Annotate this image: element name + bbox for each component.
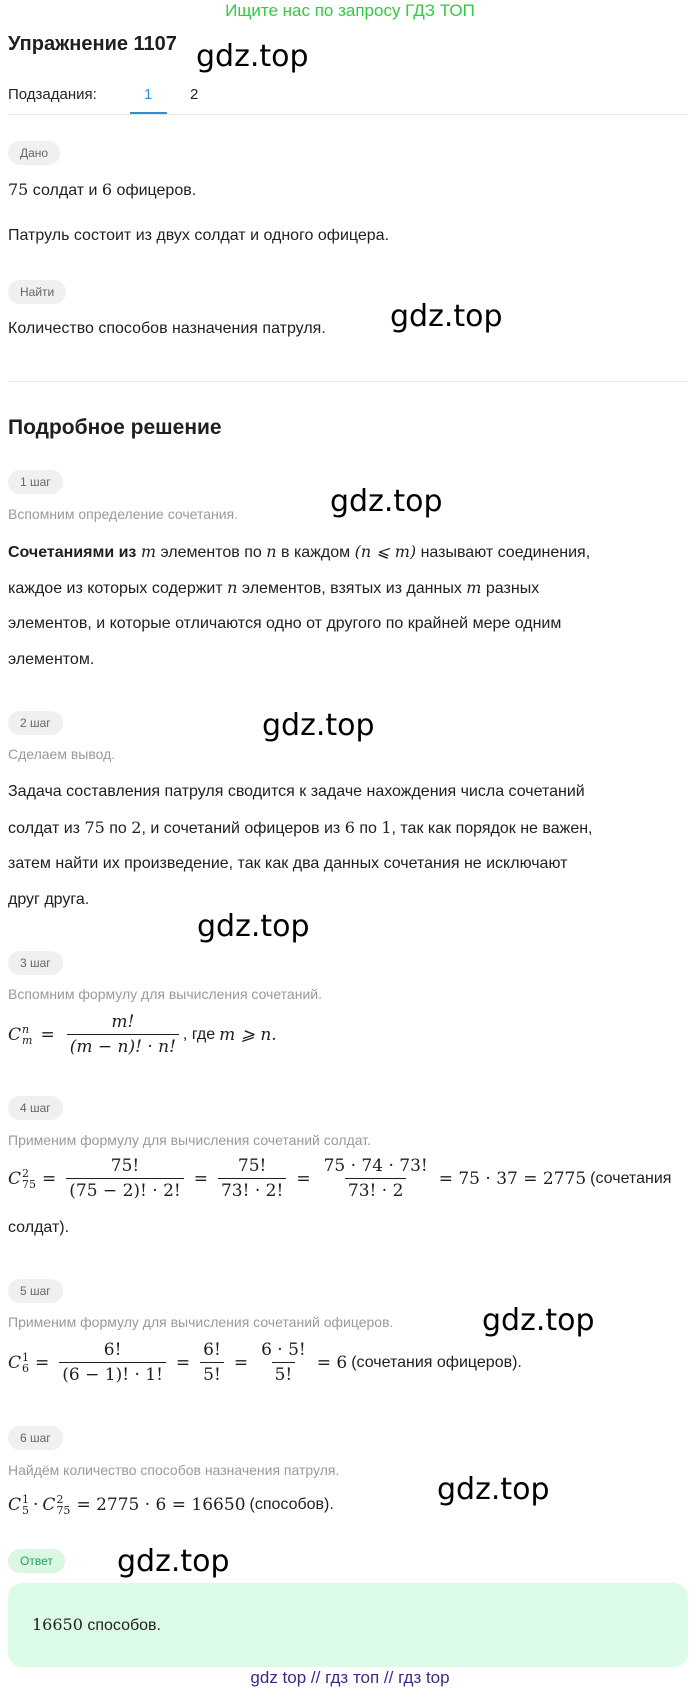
- formula-note: , где: [182, 1025, 216, 1043]
- equals-sign: =: [296, 1168, 311, 1189]
- officers-calculation: [8, 1340, 522, 1385]
- given-text: солдат и: [28, 182, 102, 199]
- var-m: m: [466, 578, 482, 597]
- conclusion-text: , так как порядок не важен,: [391, 820, 593, 837]
- conclusion-text: , и сочетаний офицеров из: [141, 820, 345, 837]
- var-n: n: [227, 578, 238, 597]
- definition-line-3: элементов, и которые отличаются одно от другого по крайней мере одним: [8, 615, 562, 632]
- fraction: [321, 1156, 431, 1201]
- number: 1: [381, 818, 392, 837]
- denominator: (m − n)! · n!: [67, 1034, 179, 1057]
- subscript: 75: [56, 1504, 71, 1517]
- equals-sign: =: [42, 1168, 57, 1189]
- soldiers-calculation: [8, 1156, 671, 1201]
- footer-links[interactable]: gdz top // гдз топ // гдз top: [250, 1668, 450, 1687]
- watermark: gdz.top: [262, 708, 375, 743]
- result-note: (сочетания: [590, 1169, 672, 1187]
- combination-formula: [8, 1012, 277, 1057]
- conclusion-line-1: Задача составления патруля сводится к задаче нахождения числа сочетаний: [8, 783, 585, 800]
- result-note: (сочетания офицеров).: [351, 1353, 522, 1371]
- number: 75: [84, 818, 105, 837]
- definition-term: Сочетаниями из: [8, 544, 137, 561]
- step-badge: 1 шаг: [8, 470, 63, 494]
- superscript: 1: [22, 1493, 30, 1506]
- equals-sign: =: [193, 1168, 208, 1189]
- superscript: n: [22, 1022, 30, 1036]
- numerator: 75!: [110, 1156, 140, 1176]
- subscript: m: [22, 1033, 33, 1047]
- step-badge: 6 шаг: [8, 1426, 63, 1450]
- answer-number: 16650: [32, 1615, 83, 1634]
- fraction: [258, 1340, 309, 1385]
- numerator: 6!: [103, 1340, 122, 1360]
- definition-line-2: [8, 570, 539, 607]
- symbol-c: C: [8, 1495, 22, 1515]
- var-n: n: [266, 542, 277, 561]
- step-hint: Вспомним формулу для вычисления сочетаний.: [8, 986, 322, 1002]
- equals-sign: =: [233, 1352, 249, 1373]
- symbol-c: C: [42, 1495, 56, 1515]
- definition-text: разных: [481, 580, 540, 597]
- given-soldiers-count: 75: [8, 180, 29, 199]
- subscript: 5: [22, 1504, 30, 1517]
- conclusion-line-2: [8, 810, 593, 847]
- equals-sign: =: [175, 1352, 191, 1373]
- tab-subtask-2[interactable]: 2: [190, 86, 199, 103]
- definition-line-4: элементом.: [8, 651, 95, 668]
- definition-text: элементов по: [156, 544, 267, 561]
- step-hint: Применим формулу для вычисления сочетаний офицеров.: [8, 1314, 394, 1330]
- fraction: [67, 1012, 179, 1057]
- patrol-calculation: C 1 5 · C 2 75 = 2775 · 6 = 16650 (способов).: [8, 1493, 334, 1517]
- subscript: 75: [22, 1177, 37, 1191]
- answer-badge: Ответ: [8, 1549, 65, 1573]
- find-badge: Найти: [8, 280, 66, 304]
- numerator: m!: [111, 1012, 135, 1032]
- answer-unit: способов.: [82, 1617, 161, 1634]
- find-text: Количество способов назначения патруля.: [8, 320, 326, 337]
- subscript: 6: [22, 1361, 30, 1375]
- definition-text: называют соединения,: [416, 544, 591, 561]
- step-badge: 4 шаг: [8, 1096, 63, 1120]
- watermark: gdz.top: [482, 1303, 595, 1338]
- step-badge: 2 шаг: [8, 711, 63, 735]
- step-hint: Вспомним определение сочетания.: [8, 506, 239, 522]
- watermark: gdz.top: [330, 484, 443, 519]
- fraction: [218, 1156, 286, 1201]
- watermark: gdz.top: [197, 909, 310, 944]
- equals-sign: =: [35, 1352, 50, 1373]
- watermark: gdz.top: [437, 1472, 550, 1507]
- denominator: 73! · 2!: [218, 1178, 286, 1201]
- denominator: (75 − 2)! · 2!: [66, 1178, 183, 1201]
- watermark: gdz.top: [196, 39, 309, 74]
- given-line-1: [8, 172, 196, 209]
- promo-banner: Ищите нас по запросу ГДЗ ТОП: [225, 1, 475, 20]
- watermark: gdz.top: [117, 1544, 230, 1579]
- conclusion-text: солдат из: [8, 820, 85, 837]
- superscript: 2: [22, 1166, 30, 1180]
- page-title: Упражнение 1107: [8, 33, 177, 55]
- conclusion-text: по: [354, 820, 382, 837]
- result-note-line-2: солдат).: [8, 1219, 70, 1236]
- symbol-c: C: [8, 1024, 22, 1045]
- denominator: (6 − 1)! · 1!: [59, 1362, 166, 1385]
- given-line-2: Патруль состоит из двух солдат и одного офицера.: [8, 227, 390, 244]
- step-badge: 5 шаг: [8, 1279, 63, 1303]
- numerator: 75 · 74 · 73!: [323, 1156, 428, 1176]
- numerator: 6 · 5!: [261, 1340, 306, 1360]
- superscript: 2: [56, 1493, 64, 1506]
- symbol-c: C: [8, 1352, 22, 1373]
- definition-condition: (n ⩽ m): [354, 542, 417, 561]
- step-hint: Сделаем вывод.: [8, 746, 116, 762]
- divider: [8, 114, 688, 115]
- conclusion-line-3: затем найти их произведение, так как два данных сочетания не исключают: [8, 855, 568, 872]
- denominator: 73! · 2: [345, 1178, 407, 1201]
- given-text-end: офицеров.: [112, 182, 197, 199]
- var-m: m: [140, 542, 157, 561]
- fraction: [66, 1156, 183, 1201]
- definition-text: элементов, взятых из данных: [237, 580, 467, 597]
- step-hint: Применим формулу для вычисления сочетаний солдат.: [8, 1132, 371, 1148]
- denominator: 5!: [200, 1362, 224, 1385]
- tab-subtask-1[interactable]: 1: [144, 86, 153, 103]
- result: = 75 · 37 = 2775: [438, 1168, 587, 1189]
- solution-heading: Подробное решение: [8, 416, 222, 439]
- equals-sign: =: [40, 1024, 55, 1045]
- fraction: [59, 1340, 166, 1385]
- superscript: 1: [22, 1350, 30, 1364]
- step-badge: 3 шаг: [8, 951, 63, 975]
- answer-text: [32, 1607, 161, 1644]
- conclusion-text: по: [104, 820, 132, 837]
- number: 2: [131, 818, 142, 837]
- numerator: 75!: [237, 1156, 267, 1176]
- result-note: (способов).: [249, 1496, 334, 1513]
- symbol-c: C: [8, 1168, 22, 1189]
- watermark: gdz.top: [390, 299, 503, 334]
- result: = 6: [316, 1352, 348, 1373]
- number: 6: [344, 818, 355, 837]
- definition-text: в каждом: [276, 544, 355, 561]
- subtasks-label: Подзадания:: [8, 86, 97, 103]
- given-badge: Дано: [8, 141, 60, 165]
- fraction: [200, 1340, 224, 1385]
- definition-line-1: [8, 534, 590, 571]
- conclusion-line-4: друг друга.: [8, 891, 90, 908]
- definition-text: каждое из которых содержит: [8, 580, 228, 597]
- numerator: 6!: [203, 1340, 221, 1360]
- step-hint: Найдём количество способов назначения патруля.: [8, 1462, 340, 1478]
- formula-condition: m ⩾ n.: [219, 1024, 277, 1045]
- denominator: 5!: [272, 1362, 296, 1385]
- divider: [8, 381, 688, 382]
- given-officers-count: 6: [101, 180, 113, 199]
- result: = 2775 · 6 = 16650: [76, 1495, 246, 1515]
